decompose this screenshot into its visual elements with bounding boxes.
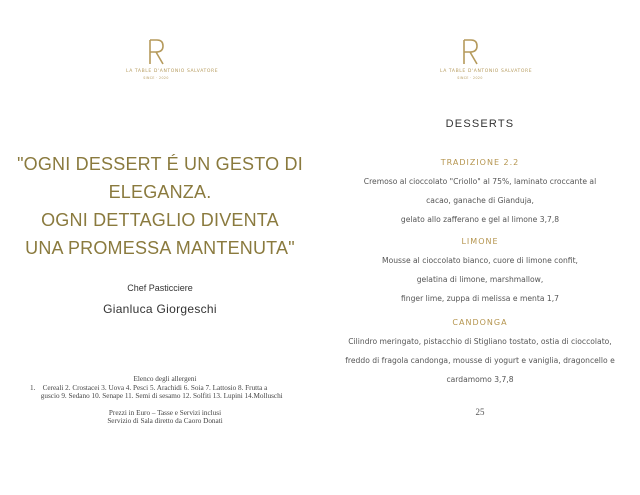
dish-description: Cilindro meringato, pistacchio di Stigliano tostato, ostia di cioccolato, [348, 337, 612, 346]
dish-item [320, 158, 640, 229]
chef-role: Chef Pasticciere [127, 283, 193, 293]
dish-name: TRADIZIONE 2.2 [440, 158, 520, 167]
dish-description: gelatina di limone, marshmallow, [416, 275, 544, 284]
brand-name: LA TABLE D'ANTONIO SALVATORE [440, 69, 533, 74]
quote-line: "OGNI DESSERT É UN GESTO DI [17, 154, 303, 174]
pastry-quote [0, 150, 320, 262]
dish-name: LIMONE [461, 237, 499, 246]
brand-name: LA TABLE D'ANTONIO SALVATORE [126, 69, 219, 74]
brand-sub: SINCE · 2020 [457, 76, 483, 80]
quote-line: UNA PROMESSA MANTENUTA" [25, 238, 295, 258]
dish-description: cacao, ganache di Gianduja, [426, 196, 534, 205]
dish-item [320, 237, 640, 308]
dish-description: gelato allo zafferano e gel al limone 3,7,8 [400, 215, 560, 224]
service-line: Servizio di Sala diretto da Caoro Donati [107, 417, 223, 425]
allergens-list: 1. Cereali 2. Crostacei 3. Uova 4. Pesci 5. Arachidi 6. Soia 7. Lattosio 8. Frutta a guscio 9. Sedano 10. Senape 11. Semi di sesamo 12. Solfiti 13. Lupini 14.Molluschi [30, 383, 283, 400]
chef-name: Gianluca Giorgeschi [103, 302, 217, 316]
right-page [320, 0, 640, 495]
dish-description: freddo di fragola candonga, mousse di yogurt e vaniglia, dragoncello e [345, 356, 615, 365]
dish-description: cardamomo 3,7,8 [446, 375, 514, 384]
dish-description: finger lime, zuppa di melissa e menta 1,7 [401, 294, 559, 303]
allergens-title: Elenco degli allergeni [133, 375, 197, 383]
section-title: DESSERTS [445, 118, 515, 130]
page-number: 25 [475, 407, 485, 417]
allergens-block [30, 375, 300, 426]
dish-description: Cremoso al cioccolato "Criollo" al 75%, laminato croccante al [363, 177, 597, 186]
restaurant-logo [440, 38, 533, 80]
r-monogram-icon [459, 38, 481, 66]
brand-sub: SINCE · 2020 [143, 76, 169, 80]
quote-line: ELEGANZA. [108, 182, 212, 202]
r-monogram-icon [145, 38, 167, 66]
prices-note [30, 409, 300, 426]
dish-item [320, 318, 640, 389]
dish-name: CANDONGA [452, 318, 508, 327]
quote-line: OGNI DETTAGLIO DIVENTA [41, 210, 279, 230]
dish-description: Mousse al cioccolato bianco, cuore di limone confit, [382, 256, 578, 265]
restaurant-logo [126, 38, 219, 80]
prices-line: Prezzi in Euro – Tasse e Servizi inclusi [108, 408, 222, 417]
